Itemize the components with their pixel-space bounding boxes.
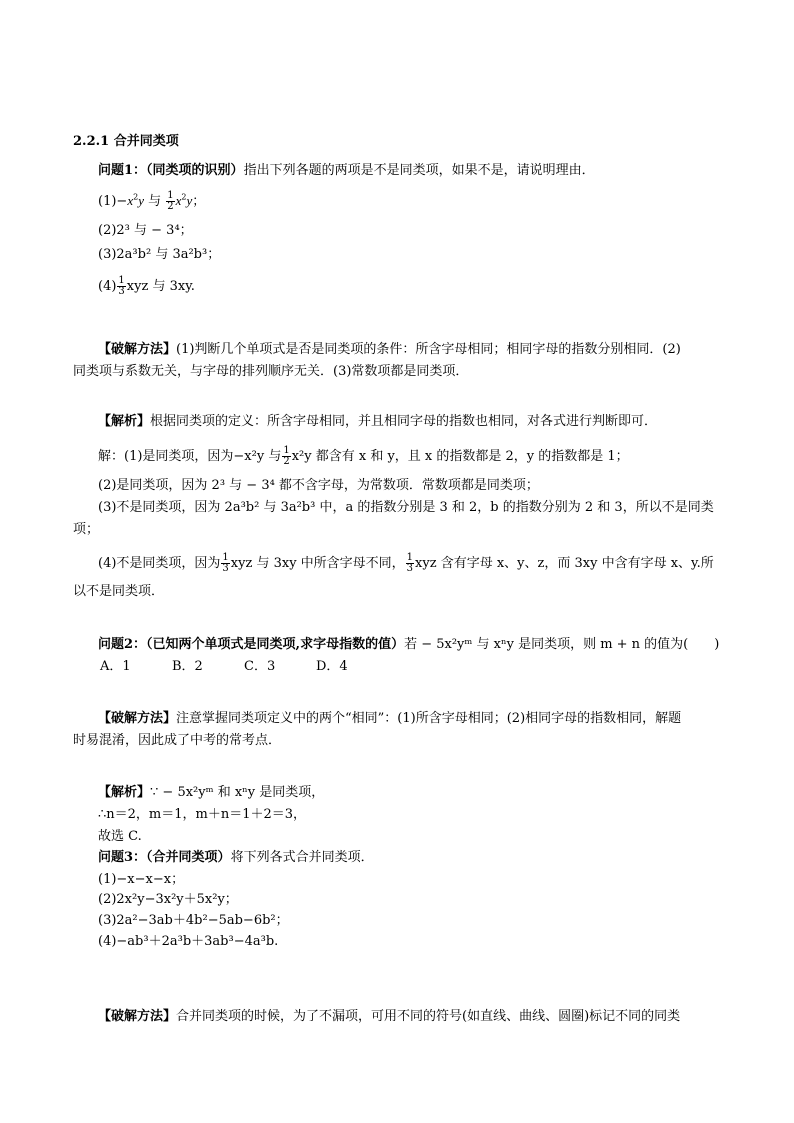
- analysis-1-solution-3b: 项；: [73, 522, 100, 537]
- question-2-tag: （已知两个单项式是同类项,求字母指数的值）: [146, 637, 405, 652]
- method-2-line-1: 【破解方法】注意掌握同类项定义中的两个“相同”：(1)所含字母相同；(2)相同字母的指数相同，解题: [98, 711, 682, 726]
- section-title: 2.2.1 合并同类项: [73, 134, 179, 149]
- fraction: $\frac{1}{3}$: [406, 552, 414, 574]
- question-1-item-2: (2)2³ 与 − 3⁴；: [98, 223, 193, 238]
- question-1-item-3: (3)2a³b² 与 3a²b³；: [98, 247, 221, 262]
- question-3: [98, 849, 374, 867]
- question-1-tag: （同类项的识别）: [146, 163, 244, 178]
- method-1-line-1: 【破解方法】(1)判断几个单项式是否是同类项的条件：所含字母相同；相同字母的指数分别相同．(2): [98, 342, 681, 357]
- analysis-1-solution-2: (2)是同类项，因为 2³ 与 − 3⁴ 都不含字母，为常数项．常数项都是同类项；: [98, 478, 539, 493]
- question-1-item-4: (4) $\frac{1}{3}$ xyz 与 3xy.: [98, 275, 195, 297]
- analysis-1-solution-3a: (3)不是同类项，因为 2a³b² 与 3a²b³ 中，a 的指数分别是 3 和 2，b 的指数分别为 2 和 3，所以不是同类: [98, 500, 714, 515]
- question-3-label: 问题3：: [98, 850, 147, 865]
- question-3-text: 将下列各式合并同类项．: [230, 850, 374, 865]
- method-3-heading: 【破解方法】: [98, 1009, 177, 1024]
- question-1: [98, 162, 595, 180]
- method-3-line-1: 【破解方法】合并同类项的时候，为了不漏项，可用不同的符号(如直线、曲线、圆圈)标记不同的同类: [98, 1009, 681, 1024]
- question-2: [98, 636, 719, 654]
- option-b: B．2: [172, 659, 203, 674]
- option-d: D．4: [316, 659, 348, 674]
- question-2-label: 问题2：: [98, 637, 147, 652]
- analysis-1-line-1: 【解析】根据同类项的定义：所含字母相同，并且相同字母的指数也相同，对各式进行判断即可．: [98, 414, 658, 429]
- analysis-2-line-1: 【解析】∵ − 5x²yᵐ 和 xⁿy 是同类项，: [98, 785, 325, 800]
- analysis-1-solution-1: 解：(1)是同类项，因为−x²y 与 $\frac{1}{2}$ x²y 都含有 x 和 y，且 x 的指数都是 2，y 的指数都是 1；: [98, 445, 629, 467]
- fraction: $\frac{1}{3}$: [222, 552, 229, 574]
- question-1-label: 问题1：: [98, 163, 147, 178]
- fraction: $\frac{1}{2}$: [167, 190, 174, 212]
- analysis-2-line-3: 故选 C.: [98, 829, 142, 844]
- analysis-2-heading: 【解析】: [98, 785, 151, 800]
- question-3-item-2: (2)2x²y−3x²y＋5x²y；: [98, 892, 238, 907]
- question-3-item-4: (4)−ab³＋2a³b＋3ab³−4a³b.: [98, 934, 279, 949]
- method-2-line-2: 时易混淆，因此成了中考的常考点．: [73, 733, 282, 748]
- method-2-heading: 【破解方法】: [98, 711, 177, 726]
- question-1-item-1: $(1)-x^2y$ 与 $\frac{1}{2}$ $x^2y$；: [98, 190, 206, 212]
- fraction: $\frac{1}{3}$: [118, 275, 125, 297]
- question-2-options: [100, 658, 388, 676]
- question-3-tag: （合并同类项）: [146, 850, 231, 865]
- method-1-line-2: 同类项与系数无关，与字母的排列顺序无关．(3)常数项都是同类项．: [73, 364, 469, 379]
- question-3-item-3: (3)2a²−3ab＋4b²−5ab−6b²；: [98, 913, 289, 928]
- option-c: C．3: [244, 659, 276, 674]
- question-1-text: 指出下列各题的两项是不是同类项，如果不是，请说明理由．: [243, 163, 595, 178]
- method-1-heading: 【破解方法】: [98, 342, 177, 357]
- question-2-text: 若 − 5x²yᵐ 与 xⁿy 是同类项，则 m + n 的值为( ): [404, 637, 720, 652]
- question-3-item-1: (1)−x−x−x；: [98, 872, 185, 887]
- analysis-1-solution-4: (4)不是同类项，因为 $\frac{1}{3}$ xyz 与 3xy 中所含字母不同， $\frac{1}{3}$ xyz 含有字母 x、y、z，而 3xy 中含有字母 x、y.所: [98, 552, 714, 574]
- analysis-2-line-2: ∴n＝2，m＝1，m＋n＝1＋2＝3，: [98, 807, 307, 822]
- fraction: $\frac{1}{2}$: [283, 445, 290, 467]
- analysis-1-heading: 【解析】: [98, 414, 151, 429]
- option-a: A．1: [100, 659, 131, 674]
- analysis-1-solution-4b: 以不是同类项．: [73, 584, 165, 599]
